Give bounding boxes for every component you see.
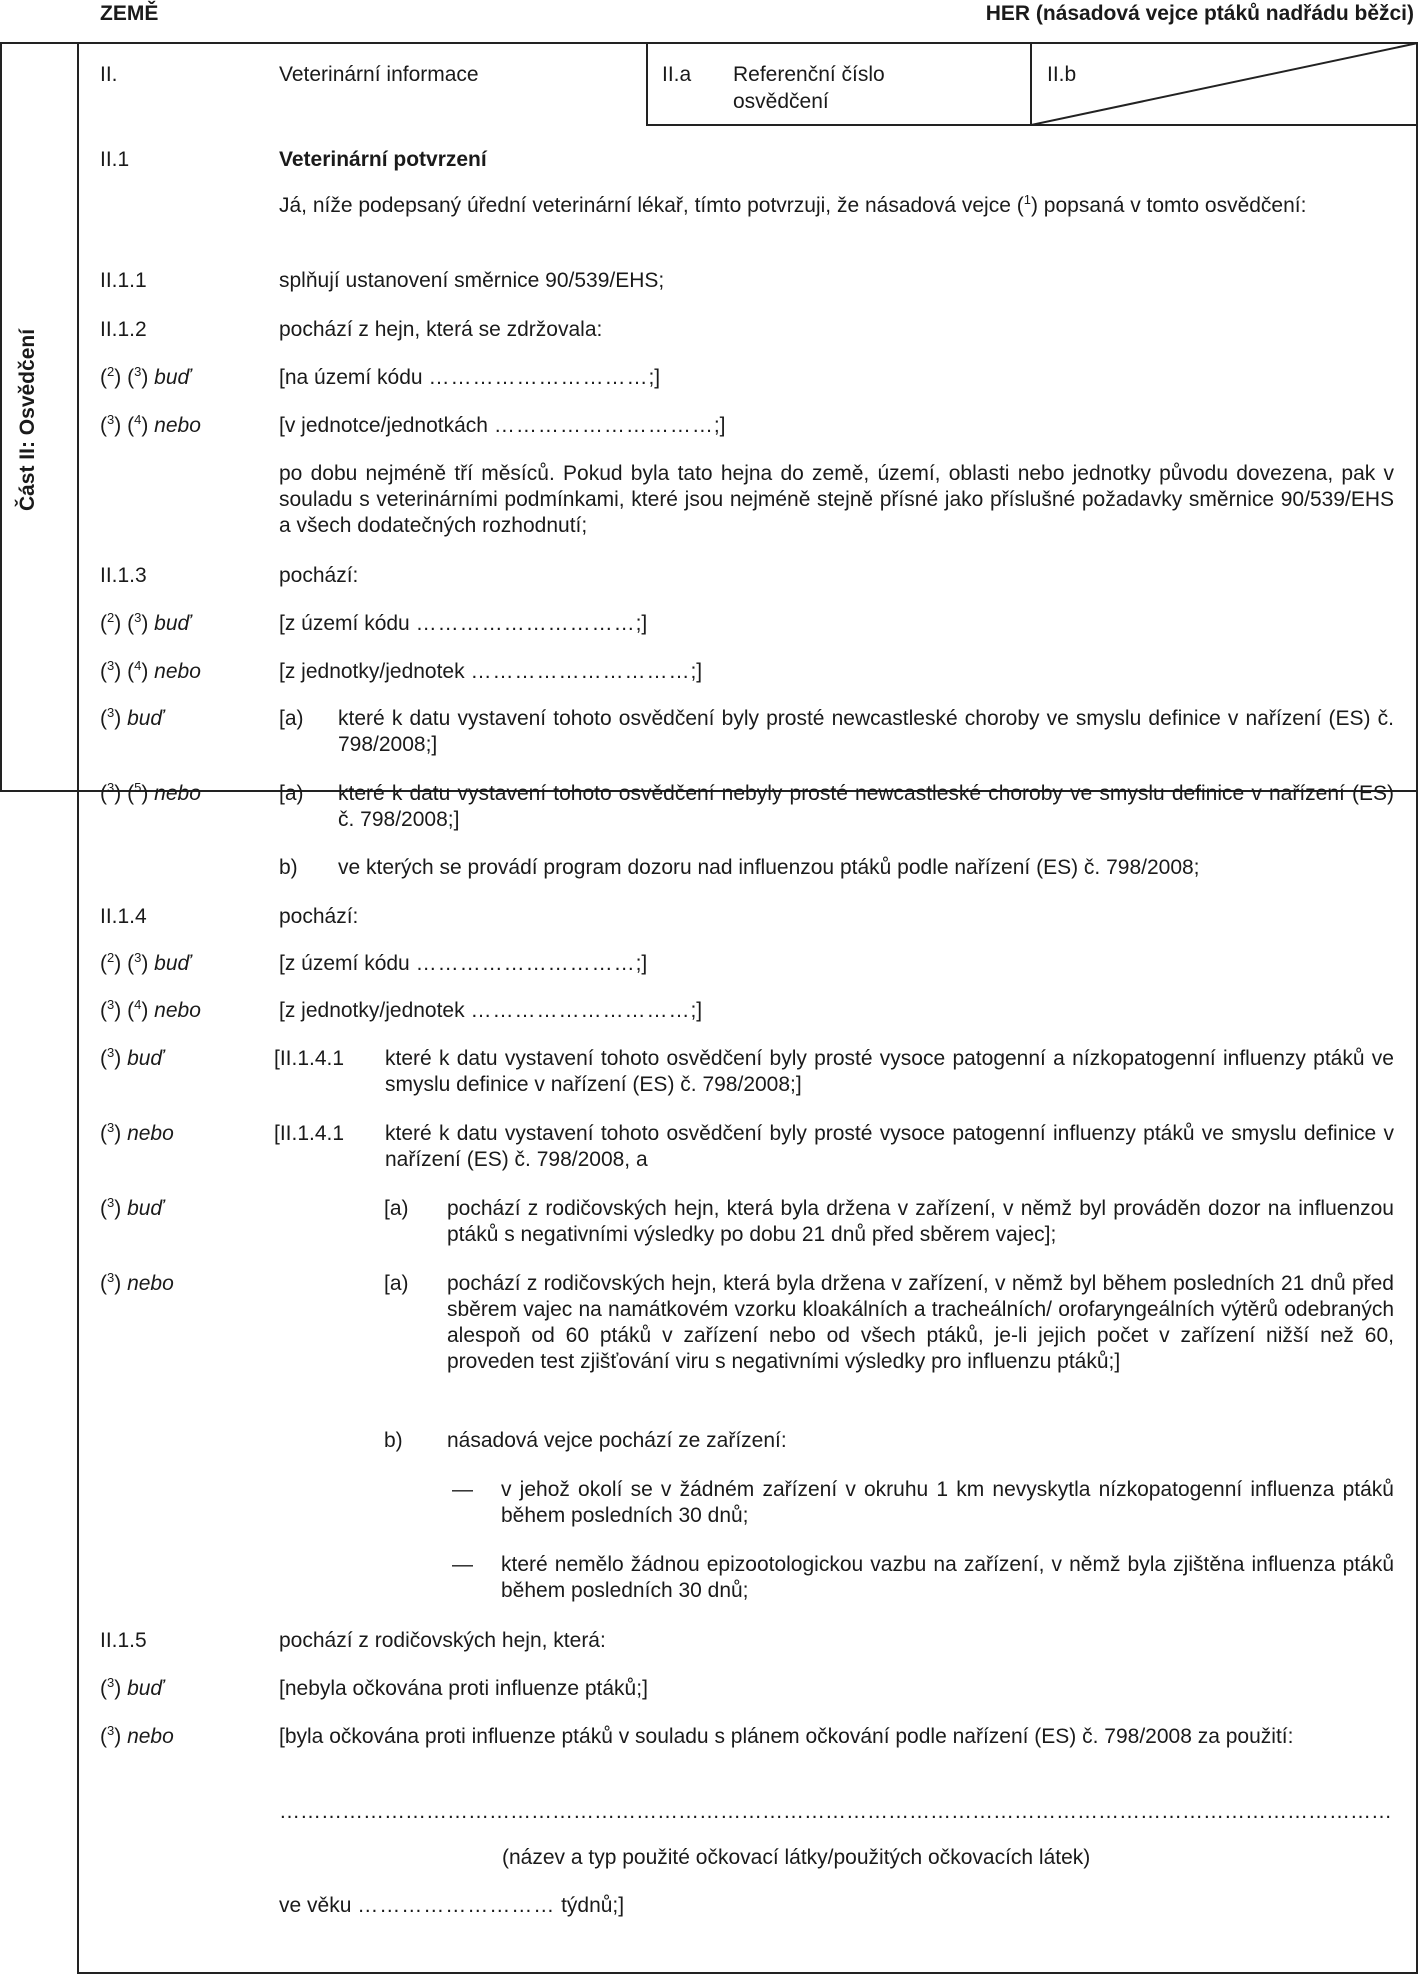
sub-text: které k datu vystavení tohoto osvědčení byly prosté vysoce patogenní a nízkopatogenní influenzy ptáků ve smyslu definice v nařízení (ES) č. 798/2008;] — [385, 1047, 1394, 1096]
item-text: pochází z hejn, která se zdržovala: — [279, 318, 603, 341]
sub-marker: [a) — [279, 782, 304, 805]
sub-text: které k datu vystavení tohoto osvědčení byly prosté vysoce patogenní influenzy ptáků ve smyslu definice v nařízení (ES) č. 798/2008, a — [385, 1122, 1394, 1171]
option-marker: ($^3$) ($^4$) nebo — [100, 412, 201, 437]
item-number: II.1.2 — [100, 318, 147, 341]
option-marker: ($^2$) ($^3$) buď — [100, 610, 191, 635]
sub-marker: [a) — [384, 1197, 409, 1220]
ref-title-line1: Referenční číslo — [733, 63, 885, 86]
option-marker: ($^3$) nebo — [100, 1270, 174, 1295]
dash-text: které nemělo žádnou epizootologickou vazbu na zařízení, v němž byla zjištěna influenza ptáků během posledních 30 dnů; — [501, 1553, 1394, 1602]
option-marker: ($^3$) ($^5$) nebo — [100, 780, 201, 805]
option-marker: ($^3$) ($^4$) nebo — [100, 658, 201, 683]
dash-marker: — — [452, 1553, 473, 1576]
sub-marker: [II.1.4.1 — [274, 1122, 345, 1145]
option-marker: ($^2$) ($^3$) buď — [100, 364, 191, 389]
sub-marker: [a) — [279, 707, 304, 730]
item-number: II.1.1 — [100, 269, 147, 292]
sub-text: pochází z rodičovských hejn, která byla držena v zařízení, v němž byl během posledních 21 dnů před sběrem vajec na namátkovém vzorku kloakálních a tracheálních/ orofaryngeálních výtěrů odebraných alespoň od 60 ptáků v zařízení nebo od všech ptáků, je-li jejich počet v zařízení nižší než 60, proveden test zjišťování viru s negativními výsledky pro influenzu ptáků;] — [447, 1272, 1394, 1373]
item-number: II.1.5 — [100, 1629, 147, 1652]
item-number: II.1.4 — [100, 905, 147, 928]
section-intro: Já, níže podepsaný úřední veterinární lékař, tímto potvrzuji, že násadová vejce ($^1$) popsaná v tomto osvědčení: — [279, 192, 1307, 217]
dash-text: v jehož okolí se v žádném zařízení v okruhu 1 km nevyskytla nízkopatogenní influenza ptáků během posledních 30 dnů; — [501, 1478, 1394, 1527]
option-text: [z jednotky/jednotek …………………………;] — [279, 999, 703, 1022]
section-title: Veterinární potvrzení — [279, 148, 487, 171]
iib-diagonal — [1031, 43, 1418, 125]
vaccine-caption: (název a typ použité očkovací látky/použitých očkovacích látek) — [502, 1846, 1091, 1869]
sub-text: ve kterých se provádí program dozoru nad influenzou ptáků podle nařízení (ES) č. 798/2008; — [338, 856, 1200, 879]
vaccine-fill-line: …………………………………………………………………………………………………………………………………………… — [279, 1800, 1392, 1823]
age-line: ve věku ……………………… týdnů;] — [279, 1894, 625, 1917]
option-text: [byla očkována proti influenze ptáků v souladu s plánem očkování podle nařízení (ES) č. 798/2008 za použití: — [279, 1725, 1294, 1748]
item-text: pochází: — [279, 905, 359, 928]
section-number: II.1 — [100, 148, 130, 171]
option-marker: ($^3$) nebo — [100, 1120, 174, 1145]
option-text: [nebyla očkována proti influenze ptáků;] — [279, 1677, 648, 1700]
option-text: [z jednotky/jednotek …………………………;] — [279, 660, 703, 683]
option-marker: ($^3$) buď — [100, 705, 164, 730]
part-title: Veterinární informace — [279, 63, 479, 86]
item-text: pochází z rodičovských hejn, která: — [279, 1629, 606, 1652]
option-marker: ($^3$) ($^4$) nebo — [100, 997, 201, 1022]
header-commodity: HER (násadová vejce ptáků nadřádu běžci) — [985, 2, 1414, 25]
item-paragraph: po dobu nejméně tří měsíců. Pokud byla tato hejna do země, území, oblasti nebo jednotky původu dovezena, pak v souladu s veterinárními podmínkami, které jsou nejméně stejně přísné jako příslušné požadavky směrnice 90/539/EHS a všech dodatečných rozhodnutí; — [279, 462, 1394, 537]
option-marker: ($^3$) nebo — [100, 1723, 174, 1748]
sub-text: které k datu vystavení tohoto osvědčení nebyly prosté newcastleské choroby ve smyslu definice v nařízení (ES) č. 798/2008;] — [338, 782, 1394, 831]
ref-cell-left-border — [646, 42, 648, 126]
option-text: [na území kódu …………………………;] — [279, 366, 661, 389]
option-marker: ($^2$) ($^3$) buď — [100, 950, 191, 975]
item-text: pochází: — [279, 564, 359, 587]
sub-marker: [a) — [384, 1272, 409, 1295]
option-text: [v jednotce/jednotkách …………………………;] — [279, 414, 726, 437]
item-number: II.1.3 — [100, 564, 147, 587]
option-marker: ($^3$) buď — [100, 1675, 164, 1700]
sub-text: násadová vejce pochází ze zařízení: — [447, 1429, 787, 1452]
dash-marker: — — [452, 1478, 473, 1501]
ref-number: II.a — [662, 63, 692, 86]
side-label: Část II: Osvědčení — [16, 328, 39, 512]
option-text: [z území kódu …………………………;] — [279, 612, 648, 635]
part-number: II. — [100, 63, 118, 86]
option-marker: ($^3$) buď — [100, 1045, 164, 1070]
sub-marker: b) — [384, 1429, 403, 1452]
sub-text: pochází z rodičovských hejn, která byla držena v zařízení, v němž byl prováděn dozor na influenzou ptáků s negativními výsledky po dobu 21 dnů před sběrem vajec]; — [447, 1197, 1394, 1246]
ref-title-line2: osvědčení — [733, 90, 829, 113]
option-marker: ($^3$) buď — [100, 1195, 164, 1220]
sub-marker: b) — [279, 856, 298, 879]
option-text: [z území kódu …………………………;] — [279, 952, 648, 975]
item-text: splňují ustanovení směrnice 90/539/EHS; — [279, 269, 665, 292]
iib-label: II.b — [1047, 63, 1077, 86]
header-country: ZEMĚ — [100, 2, 159, 25]
sub-text: které k datu vystavení tohoto osvědčení byly prosté newcastleské choroby ve smyslu definice v nařízení (ES) č. 798/2008;] — [338, 707, 1394, 756]
sub-marker: [II.1.4.1 — [274, 1047, 345, 1070]
